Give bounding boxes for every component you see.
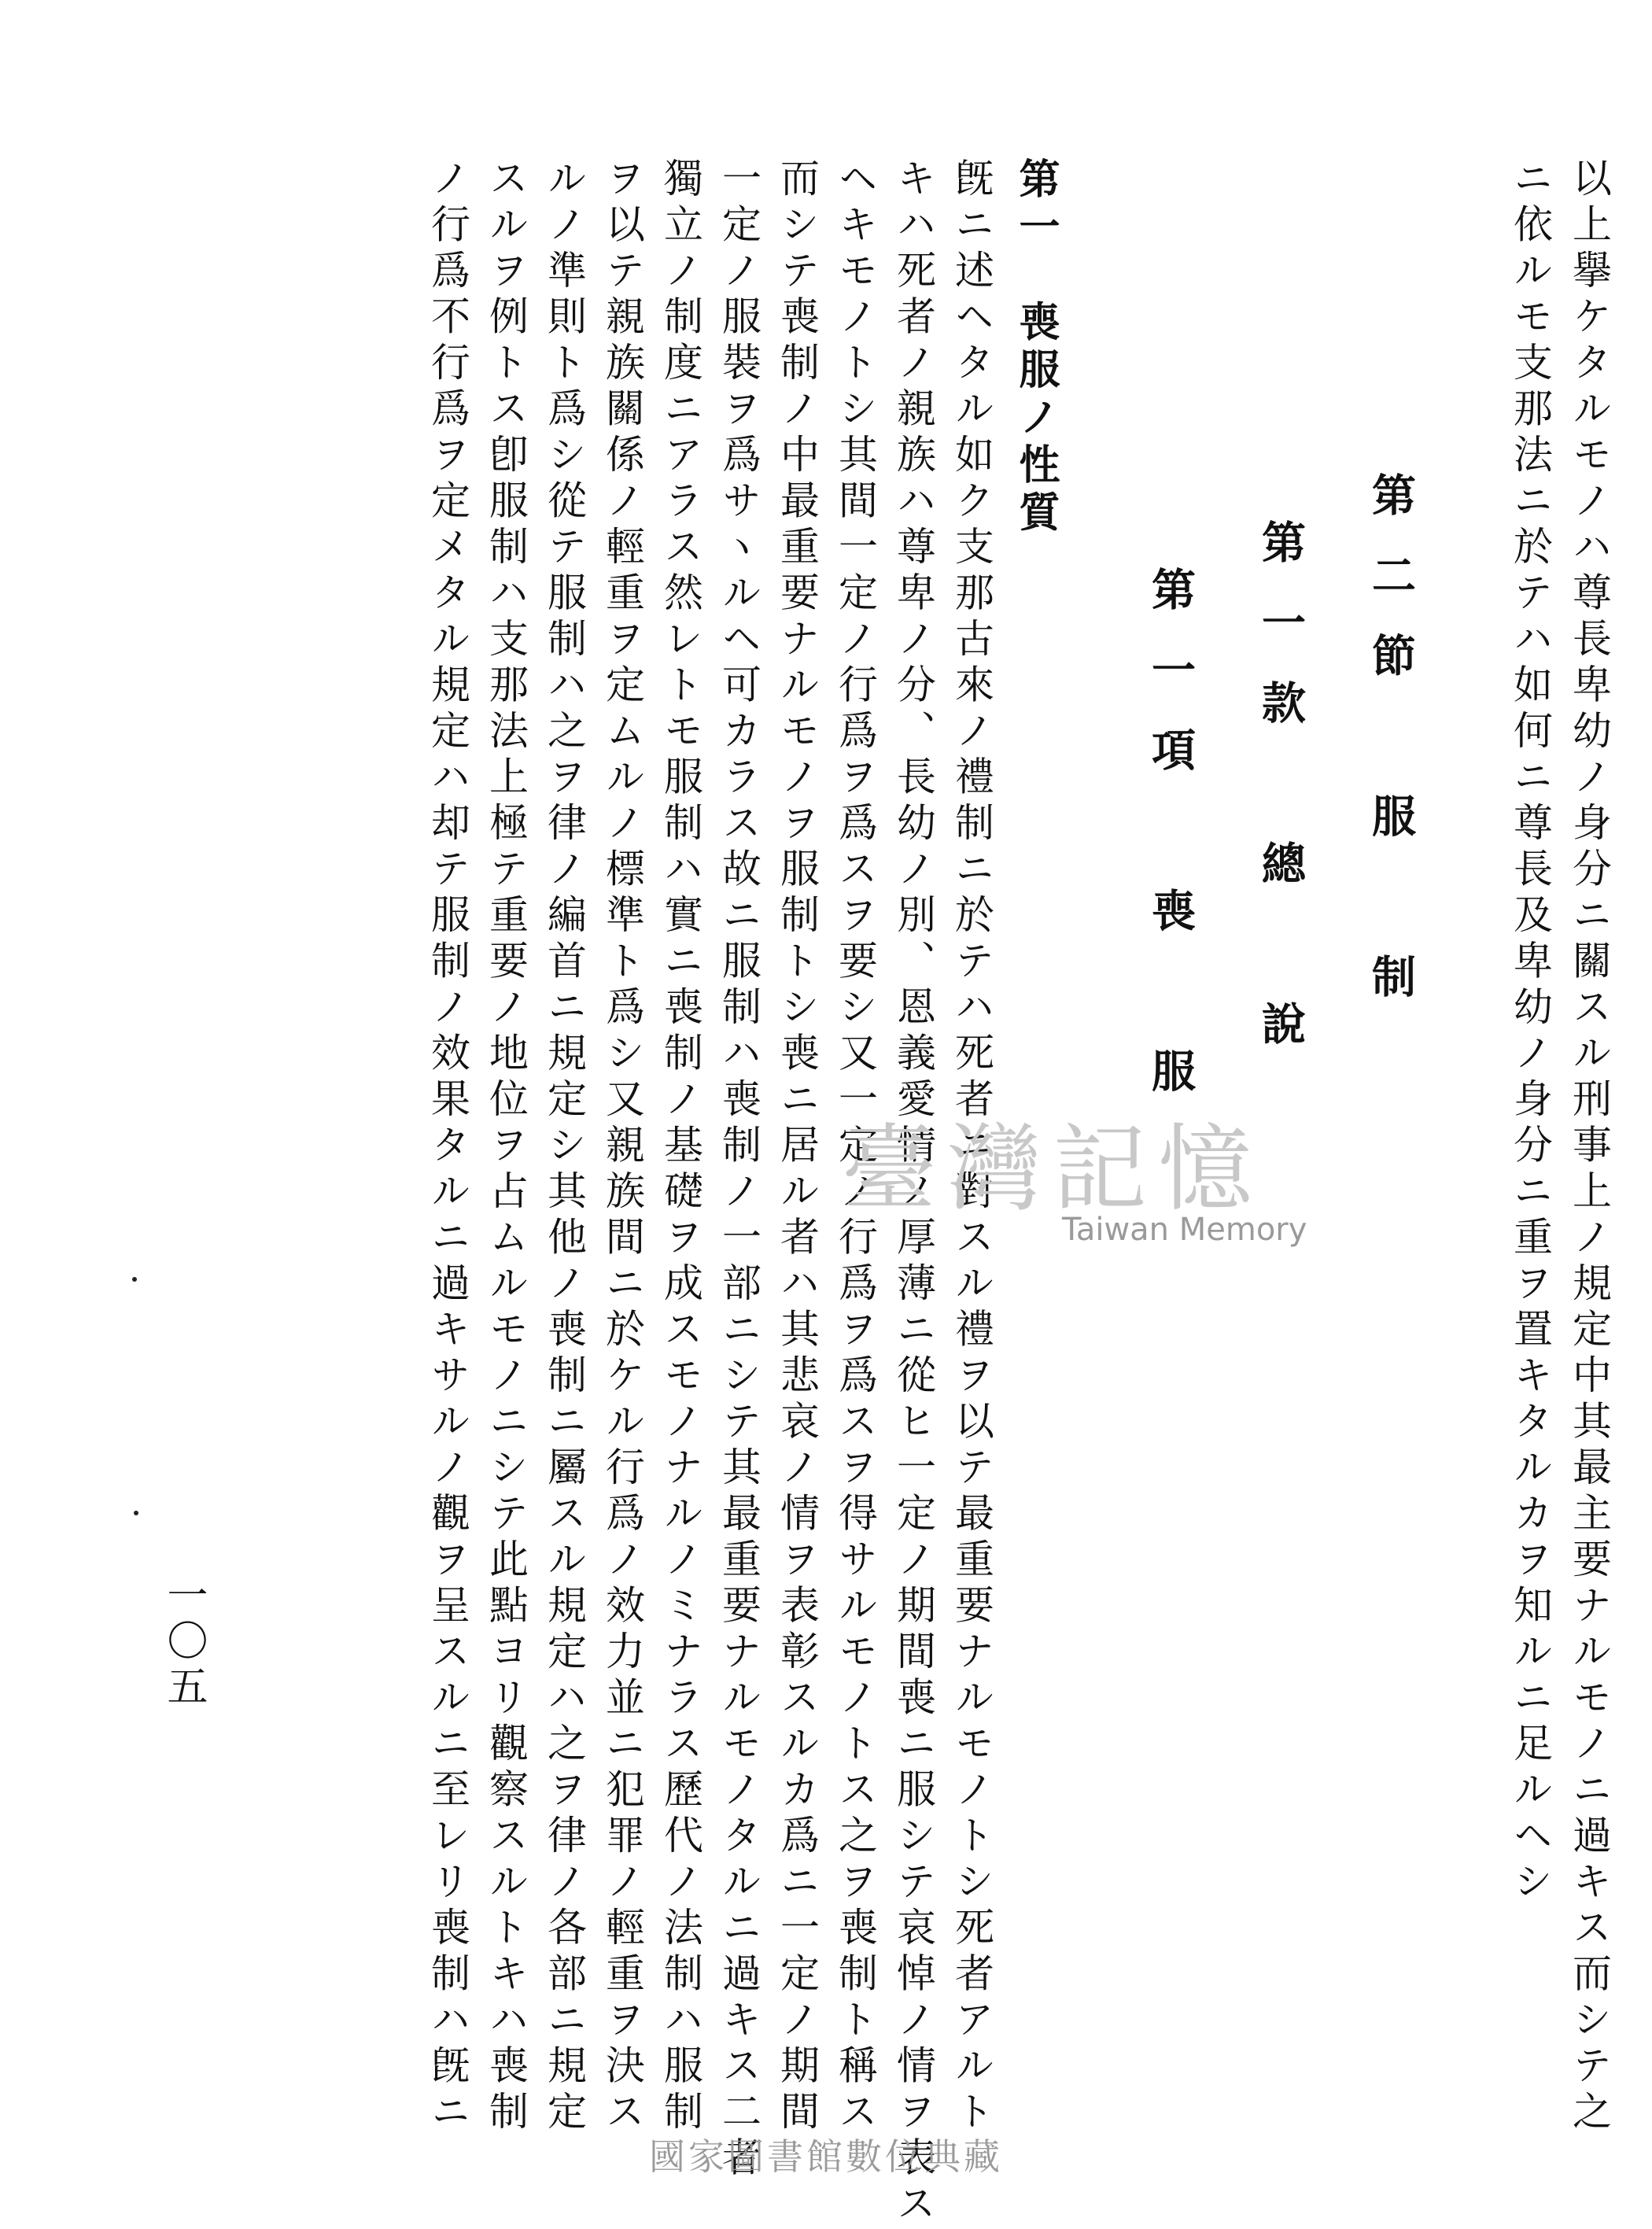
footer-archive-label: 國家圖書館數位典藏 bbox=[649, 2135, 1003, 2178]
body-column: ヘキモノトシ其間一定ノ行爲ヲ爲スヲ要シ又一定ノ行爲ヲ爲スヲ得サルモノトス之ヲ喪制ト稱ス bbox=[832, 157, 878, 2137]
body-column: ヲ以テ親族關係ノ輕重ヲ定ムルノ標準ト爲シ又親族間ニ於ケル行爲ノ效力並ニ犯罪ノ輕重ヲ決ス bbox=[599, 157, 645, 2137]
scan-speck bbox=[132, 1277, 137, 1282]
item-title: 第一項 喪 服 bbox=[1145, 566, 1197, 1128]
text-column: 以上擧ケタルモノハ尊長卑幼ノ身分ニ關スル刑事上ノ規定中其最主要ナルモノニ過キス而シテ之 bbox=[1566, 157, 1612, 2137]
subsection-title: 第一款 總 說 bbox=[1255, 519, 1307, 1081]
body-column: ルノ準則ト爲シ從テ服制ハ之ヲ律ノ編首ニ規定シ其他ノ喪制ニ屬スル規定ハ之ヲ律ノ各部ニ規定 bbox=[541, 157, 587, 2137]
body-column: 而シテ喪制ノ中最重要ナルモノヲ服制トシ喪ニ居ル者ハ其悲哀ノ情ヲ表彰スルカ爲ニ一定ノ期間 bbox=[774, 157, 820, 2137]
body-column: ノ行爲不行爲ヲ定メタル規定ハ却テ服制ノ效果タルニ過キサルノ觀ヲ呈スルニ至レリ喪制ハ旣ニ bbox=[425, 157, 470, 2137]
scan-speck bbox=[134, 1511, 138, 1515]
watermark-logo bbox=[842, 1094, 1314, 1290]
body-column: 一定ノ服裝ヲ爲サヽルヘ可カラス故ニ服制ハ喪制ノ一部ニシテ其最重要ナルモノタルニ過キス二者 bbox=[716, 157, 761, 2183]
page-number: 一〇五 bbox=[160, 1574, 207, 1710]
body-column: スルヲ例トス卽服制ハ支那法上極テ重要ノ地位ヲ占ムルモノニシテ此點ヨリ觀察スルトキハ喪制 bbox=[483, 157, 529, 2137]
watermark-cn: 臺灣記憶 bbox=[842, 1115, 1263, 1224]
body-column: 旣ニ述ヘタル如ク支那古來ノ禮制ニ於テハ死者ニ對スル禮ヲ以テ最重要ナルモノトシ死者アルト bbox=[949, 157, 994, 2137]
section-title: 第二節 服 制 bbox=[1365, 472, 1417, 1034]
text-column: ニ依ルモ支那法ニ於テハ如何ニ尊長及卑幼ノ身分ニ重ヲ置キタルカヲ知ルニ足ルヘシ bbox=[1507, 157, 1553, 1906]
watermark-en: Taiwan Memory bbox=[1062, 1212, 1307, 1248]
body-column: キハ死者ノ親族ハ尊卑ノ分、長幼ノ別、恩義愛情ノ厚薄ニ從ヒ一定ノ期間喪ニ服シテ哀悼ノ情ヲ表ス bbox=[891, 157, 936, 2229]
body-column: 獨立ノ制度ニアラス然レトモ服制ハ實ニ喪制ノ基礎ヲ成スモノナルノミナラス歷代ノ法制ハ服制 bbox=[658, 157, 703, 2137]
heading-first: 第一 喪服ノ性質 bbox=[1012, 157, 1060, 538]
